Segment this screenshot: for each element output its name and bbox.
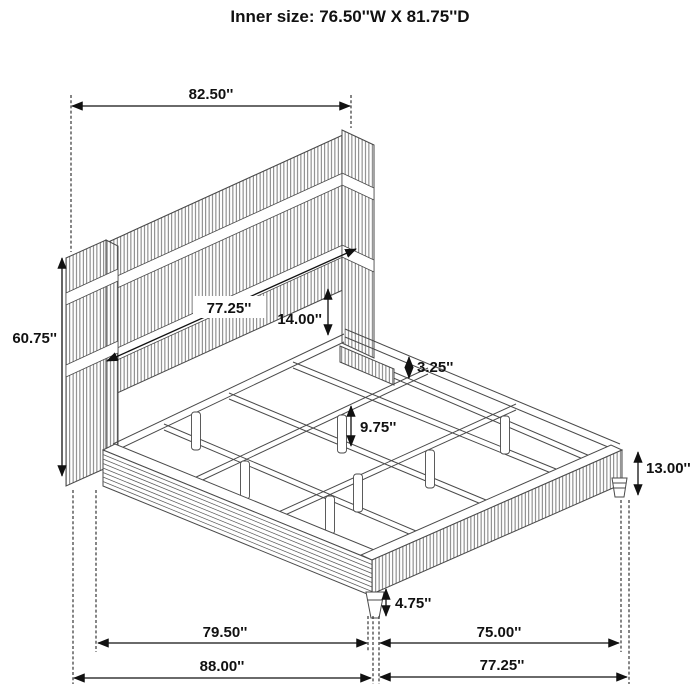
label-overall-depth: 88.00''	[199, 658, 245, 675]
diagram-title: Inner size: 76.50''W X 81.75''D	[230, 7, 470, 26]
label-headboard-width: 82.50''	[188, 86, 234, 103]
label-headboard-inner-width: 77.25''	[206, 300, 252, 317]
label-inner-width-foot: 75.00''	[476, 624, 522, 641]
headboard-right-post	[342, 130, 374, 358]
label-inner-depth: 79.50''	[202, 624, 248, 641]
label-foot-leg-height: 4.75''	[395, 595, 432, 612]
label-rail-height: 13.00''	[646, 460, 691, 477]
footboard-front-face	[372, 450, 622, 594]
footboard-right-leg	[612, 478, 627, 497]
footboard-near-leg	[366, 592, 384, 618]
label-footboard-width: 77.25''	[479, 657, 525, 674]
label-rail-gap: 3.25''	[417, 359, 454, 376]
label-leg-height: 9.75''	[360, 419, 397, 436]
right-side-rail	[345, 329, 620, 468]
label-headboard-height: 60.75''	[12, 330, 57, 347]
label-headboard-to-rail: 14.00''	[277, 311, 322, 328]
